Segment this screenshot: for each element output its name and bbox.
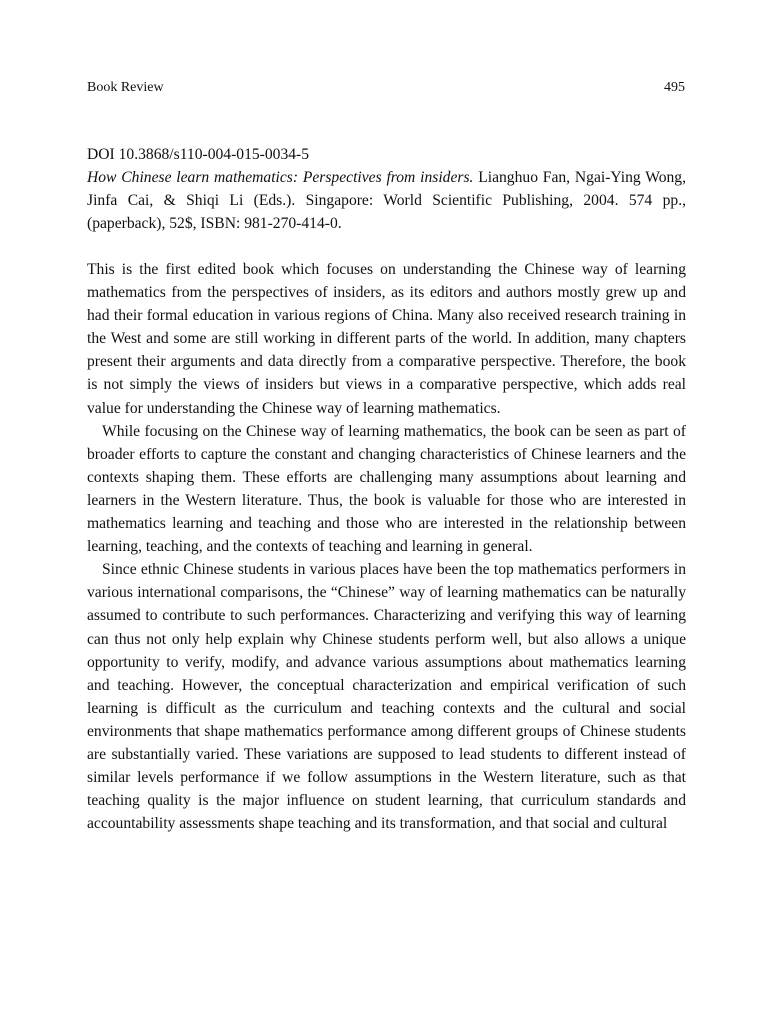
paragraph: While focusing on the Chinese way of learning mathematics, the book can be seen as part of broader efforts to capture the constant and changing characteristics of Chinese learners and the contexts shaping them. These efforts are challenging many assumptions about learning and learners in the Western literature. Thus, the book is valuable for those who are interested in mathematics learning and teaching and those who are interested in the relationship between learning, teaching, and the contexts of teaching and learning in general. bbox=[87, 422, 686, 556]
book-citation bbox=[87, 143, 686, 235]
running-head bbox=[87, 80, 685, 100]
review-body bbox=[87, 258, 686, 835]
book-title: How Chinese learn mathematics: Perspectives from insiders. bbox=[87, 169, 474, 186]
doi: DOI 10.3868/s110-004-015-0034-5 bbox=[87, 146, 310, 163]
page-number: 495 bbox=[664, 80, 685, 95]
paragraph: This is the first edited book which focuses on understanding the Chinese way of learning mathematics from the perspectives of insiders, as its editors and authors mostly grew up and had their formal education in various regions of China. Many also received research training in the West and some are still working in different parts of the world. In addition, many chapters present their arguments and data directly from a comparative perspective. Therefore, the book is not simply the views of insiders but views in a comparative perspective, which adds real value for understanding the Chinese way of learning mathematics. bbox=[87, 261, 686, 417]
paragraph: Since ethnic Chinese students in various places have been the top mathematics performers in various international comparisons, the “Chinese” way of learning mathematics can be naturally assumed to contribute to such performances. Characterizing and verifying this way of learning can thus not only help explain why Chinese students perform well, but also allows a unique opportunity to verify, modify, and advance various assumptions about mathematics learning and teaching. However, the conceptual characterization and empirical verification of such learning is difficult as the curriculum and teaching contexts and the cultural and social environments that shape mathematics performance among different groups of Chinese students are substantially varied. These variations are supposed to lead students to different instead of similar levels performance if we follow assumptions in the Western literature, such as that teaching quality is the major influence on student learning, that curriculum standards and accountability assessments shape teaching and its transformation, and that social and cultural bbox=[87, 561, 686, 833]
section-title: Book Review bbox=[87, 80, 164, 95]
book-details: Lianghuo Fan, Ngai-Ying Wong, Jinfa Cai, & Shiqi Li (Eds.). Singapore: World Scientific Publishing, 2004. 574 pp., (paperback), 52$, ISBN: 981-270-414-0. bbox=[87, 169, 686, 232]
